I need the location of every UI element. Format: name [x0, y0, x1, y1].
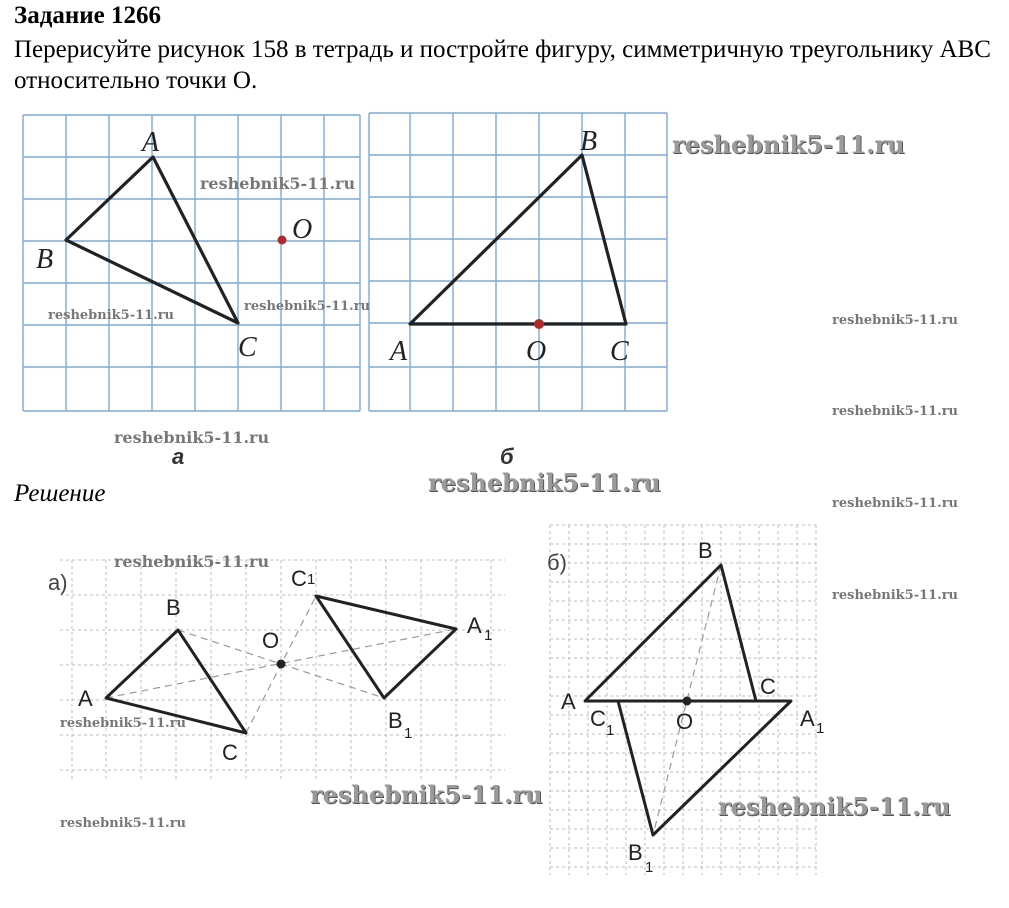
task-text: Перерисуйте рисунок 158 в тетрадь и постройте фигуру, симметричную треугольнику АВС относительно точки О. — [14, 36, 991, 94]
watermark: reshebnik5-11.ru — [832, 496, 959, 511]
solution-b-point-b1-sub: 1 — [645, 859, 654, 876]
watermark: reshebnik5-11.ru — [114, 428, 270, 447]
solution-a-point-c1-sub: 1 — [307, 571, 316, 588]
solution-b-point-c: C — [760, 674, 776, 699]
solution-a-point-b: B — [166, 595, 181, 620]
solution-a-grid — [60, 560, 505, 780]
watermark: reshebnik5-11.ru — [60, 716, 187, 731]
figure-b-label-c: C — [610, 336, 629, 367]
solution-b-label: б) — [547, 550, 567, 575]
solution-a-point-o-label: O — [262, 628, 280, 653]
watermark: reshebnik5-11.ru — [114, 552, 270, 571]
figure-a-grid — [23, 115, 360, 411]
watermark: reshebnik5-11.ru — [60, 816, 187, 831]
solution-a-point-a1-sub: 1 — [484, 627, 493, 644]
solution-b-point-o-label: O — [676, 709, 694, 734]
figure-a-label-a: A — [142, 127, 160, 158]
solution-b-triangle-abc — [585, 565, 756, 701]
solution-b-point-o — [683, 697, 692, 706]
solution-a-label: а) — [48, 570, 68, 595]
task-title: Задание 1266 — [14, 2, 161, 29]
watermark: reshebnik5-11.ru — [428, 468, 661, 497]
watermark: reshebnik5-11.ru — [200, 174, 356, 193]
solution-b-point-c1: C — [590, 706, 606, 731]
watermark: reshebnik5-11.ru — [832, 313, 959, 328]
watermark: reshebnik5-11.ru — [832, 404, 959, 419]
solution-heading: Решение — [14, 480, 106, 507]
watermark: reshebnik5-11.ru — [832, 588, 959, 603]
solution-b-point-b: B — [698, 538, 713, 563]
figure-b-label-o: O — [526, 336, 547, 367]
figure-b-label-a: A — [390, 336, 408, 367]
watermark: reshebnik5-11.ru — [672, 130, 905, 159]
solution-a-point-a1: A — [467, 613, 482, 638]
watermark: reshebnik5-11.ru — [48, 308, 175, 323]
solution-a-point-b1-sub: 1 — [404, 725, 413, 742]
solution-a-point-o — [277, 660, 286, 669]
solution-b-point-a1-sub: 1 — [816, 720, 825, 737]
figure-a-point-o — [278, 236, 287, 245]
solution-b-point-c1-sub: 1 — [606, 722, 615, 739]
figure-a-label-o: O — [292, 214, 313, 245]
figure-a-caption: а — [172, 444, 185, 469]
figure-b-caption: б — [500, 444, 514, 469]
solution-b-point-b1: B — [628, 840, 643, 865]
solution-a-point-c1: C — [291, 566, 307, 591]
solution-b-point-a1: A — [800, 706, 815, 731]
watermark: reshebnik5-11.ru — [244, 299, 371, 314]
figure-b-point-o — [534, 319, 544, 329]
watermark: reshebnik5-11.ru — [310, 780, 543, 809]
solution-a-point-a: A — [78, 686, 93, 711]
solution-a-point-b1: B — [388, 708, 403, 733]
solution-b-point-a: A — [561, 689, 576, 714]
watermark: reshebnik5-11.ru — [718, 792, 951, 821]
figure-b-label-b: B — [580, 126, 598, 157]
figure-a-label-c: C — [238, 332, 257, 363]
solution-a-point-c: C — [222, 740, 238, 765]
figure-a-label-b: B — [36, 244, 54, 275]
